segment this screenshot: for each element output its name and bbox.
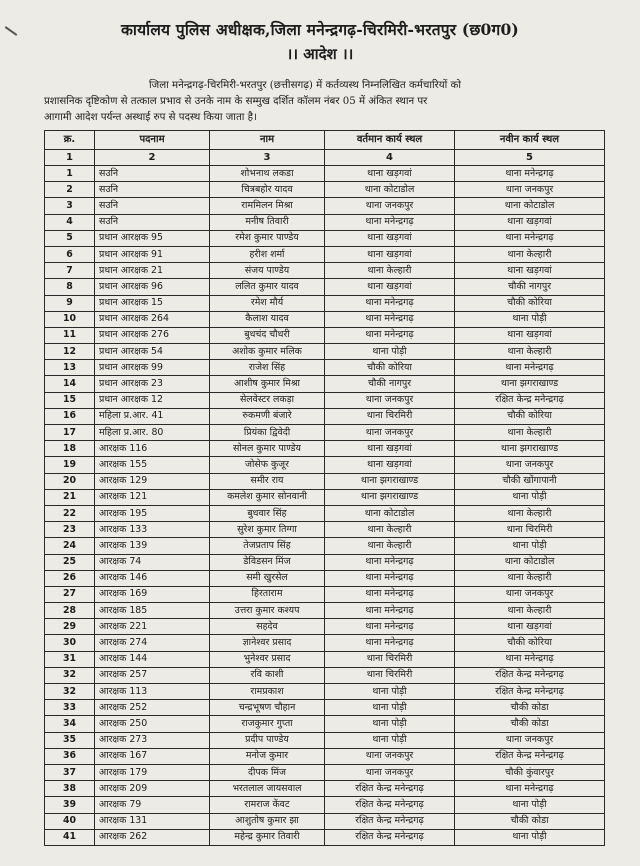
new-posting-cell: थाना खड़गवां [455, 327, 605, 343]
table-row [45, 813, 605, 829]
table-row [45, 376, 605, 392]
name-cell: रमेश कुमार पाण्डेय [210, 230, 325, 246]
designation-cell: प्रधान आरक्षक 276 [95, 327, 210, 343]
name-cell: जोसेफ कुजूर [210, 457, 325, 473]
serial-cell: 19 [45, 457, 95, 473]
table-header-row [45, 131, 605, 150]
name-cell: प्रदीप पाण्डेय [210, 732, 325, 748]
name-cell: रामराज केंवट [210, 797, 325, 813]
table-row [45, 295, 605, 311]
table-row [45, 166, 605, 182]
designation-cell: प्रधान आरक्षक 23 [95, 376, 210, 392]
name-cell: बुधचंद चौधरी [210, 327, 325, 343]
new-posting-cell: थाना पोड़ी [455, 311, 605, 327]
current-posting-cell: रक्षित केन्द्र मनेन्द्रगढ़ [325, 813, 455, 829]
new-posting-cell: थाना खड़गवां [455, 263, 605, 279]
name-cell: सेलवेस्टर लकड़ा [210, 392, 325, 408]
table-row [45, 214, 605, 230]
name-cell: प्रियंका द्विवेदी [210, 425, 325, 441]
table-row [45, 441, 605, 457]
current-posting-cell: थाना खड़गवां [325, 230, 455, 246]
designation-cell: प्रधान आरक्षक 96 [95, 279, 210, 295]
designation-cell: आरक्षक 209 [95, 781, 210, 797]
name-cell: राममिलन मिश्रा [210, 198, 325, 214]
current-posting-cell: चौकी कोरिया [325, 360, 455, 376]
name-cell: ज्ञानेश्वर प्रसाद [210, 635, 325, 651]
order-heading: ।। आदेश ।। [286, 45, 354, 63]
table-row [45, 764, 605, 780]
table-row [45, 327, 605, 343]
table-row [45, 425, 605, 441]
table-row [45, 667, 605, 683]
designation-cell: प्रधान आरक्षक 15 [95, 295, 210, 311]
current-posting-cell: थाना पोड़ी [325, 716, 455, 732]
name-cell: तेजप्रताप सिंह [210, 538, 325, 554]
serial-cell: 9 [45, 295, 95, 311]
serial-cell: 26 [45, 570, 95, 586]
new-posting-cell: चौकी कोडा [455, 813, 605, 829]
header-current-posting: वर्तमान कार्य स्थल [325, 131, 455, 150]
serial-cell: 39 [45, 797, 95, 813]
serial-cell: 28 [45, 603, 95, 619]
header-designation: पदनाम [95, 131, 210, 150]
serial-cell: 31 [45, 651, 95, 667]
serial-cell: 4 [45, 214, 95, 230]
new-posting-cell: रक्षित केन्द्र मनेन्द्रगढ़ [455, 667, 605, 683]
name-cell: चित्रबहोर यादव [210, 182, 325, 198]
designation-cell: आरक्षक 262 [95, 829, 210, 845]
table-row [45, 473, 605, 489]
designation-cell: आरक्षक 169 [95, 586, 210, 602]
name-cell: बुधवार सिंह [210, 505, 325, 521]
column-number: 4 [325, 150, 455, 166]
current-posting-cell: थाना खड़गवां [325, 441, 455, 457]
new-posting-cell: थाना झगराखाण्ड [455, 441, 605, 457]
serial-cell: 14 [45, 376, 95, 392]
serial-cell: 24 [45, 538, 95, 554]
name-cell: चन्द्रभूषण चौहान [210, 700, 325, 716]
new-posting-cell: थाना पोड़ी [455, 538, 605, 554]
current-posting-cell: थाना झगराखाण्ड [325, 489, 455, 505]
name-cell: आशुतोष कुमार झा [210, 813, 325, 829]
table-row [45, 230, 605, 246]
table-row [45, 360, 605, 376]
serial-cell: 29 [45, 619, 95, 635]
table-row [45, 263, 605, 279]
designation-cell: आरक्षक 250 [95, 716, 210, 732]
name-cell: महेन्द्र कुमार तिवारी [210, 829, 325, 845]
current-posting-cell: थाना केल्हारी [325, 538, 455, 554]
designation-cell: आरक्षक 129 [95, 473, 210, 489]
name-cell: शोभनाथ लकडा [210, 166, 325, 182]
new-posting-cell: थाना जनकपुर [455, 732, 605, 748]
designation-cell: आरक्षक 179 [95, 764, 210, 780]
current-posting-cell: थाना खड़गवां [325, 166, 455, 182]
designation-cell: आरक्षक 221 [95, 619, 210, 635]
designation-cell: आरक्षक 167 [95, 748, 210, 764]
name-cell: आशीष कुमार मिश्रा [210, 376, 325, 392]
name-cell: सुरेश कुमार तिग्गा [210, 522, 325, 538]
table-body [45, 166, 605, 846]
serial-cell: 7 [45, 263, 95, 279]
serial-cell: 36 [45, 748, 95, 764]
new-posting-cell: थाना झगराखाण्ड [455, 376, 605, 392]
serial-cell: 25 [45, 554, 95, 570]
table-row [45, 570, 605, 586]
current-posting-cell: थाना मनेन्द्रगढ़ [325, 635, 455, 651]
table-row [45, 684, 605, 700]
new-posting-cell: थाना केल्हारी [455, 246, 605, 262]
new-posting-cell: थाना कोटाडोल [455, 554, 605, 570]
new-posting-cell: थाना पोड़ी [455, 797, 605, 813]
serial-cell: 1 [45, 166, 95, 182]
designation-cell: सउनि [95, 214, 210, 230]
new-posting-cell: चौकी कोडा [455, 716, 605, 732]
name-cell: भरतलाल जायसवाल [210, 781, 325, 797]
name-cell: अशोक कुमार मलिक [210, 344, 325, 360]
new-posting-cell: चौकी कोरिया [455, 408, 605, 424]
serial-cell: 16 [45, 408, 95, 424]
table-row [45, 489, 605, 505]
new-posting-cell: चौकी नागपुर [455, 279, 605, 295]
name-cell: मनोज कुमार [210, 748, 325, 764]
designation-cell: महिला प्र.आर. 41 [95, 408, 210, 424]
name-cell: कमलेश कुमार सोनवानी [210, 489, 325, 505]
name-cell: सहदेव [210, 619, 325, 635]
new-posting-cell: रक्षित केन्द्र मनेन्द्रगढ़ [455, 392, 605, 408]
table-row [45, 619, 605, 635]
serial-cell: 35 [45, 732, 95, 748]
new-posting-cell: थाना केल्हारी [455, 603, 605, 619]
new-posting-cell: थाना चिरमिरी [455, 522, 605, 538]
intro-line-2: प्रशासनिक दृष्टिकोण से तत्काल प्रभाव से उनके नाम के सम्मुख दर्शित कॉलम नंबर 05 में अंकित स्थान पर [44, 96, 428, 107]
table-row [45, 198, 605, 214]
designation-cell: आरक्षक 146 [95, 570, 210, 586]
current-posting-cell: थाना खड़गवां [325, 457, 455, 473]
table-row [45, 797, 605, 813]
table-row [45, 538, 605, 554]
designation-cell: आरक्षक 195 [95, 505, 210, 521]
header-new-posting: नवीन कार्य स्थल [455, 131, 605, 150]
new-posting-cell: रक्षित केन्द्र मनेन्द्रगढ़ [455, 684, 605, 700]
current-posting-cell: थाना केल्हारी [325, 522, 455, 538]
serial-cell: 22 [45, 505, 95, 521]
table-row [45, 700, 605, 716]
table-row [45, 182, 605, 198]
table-row [45, 246, 605, 262]
column-number: 5 [455, 150, 605, 166]
current-posting-cell: थाना चिरमिरी [325, 408, 455, 424]
current-posting-cell: थाना केल्हारी [325, 263, 455, 279]
new-posting-cell: थाना कोटाडोल [455, 198, 605, 214]
designation-cell: सउनि [95, 182, 210, 198]
table-row [45, 603, 605, 619]
table-row [45, 279, 605, 295]
name-cell: भुनेश्वर प्रसाद [210, 651, 325, 667]
current-posting-cell: थाना मनेन्द्रगढ़ [325, 327, 455, 343]
serial-cell: 15 [45, 392, 95, 408]
current-posting-cell: चौकी नागपुर [325, 376, 455, 392]
name-cell: रवि काशी [210, 667, 325, 683]
name-cell: उत्तरा कुमार कश्यप [210, 603, 325, 619]
designation-cell: आरक्षक 144 [95, 651, 210, 667]
current-posting-cell: थाना मनेन्द्रगढ़ [325, 554, 455, 570]
current-posting-cell: थाना चिरमिरी [325, 667, 455, 683]
designation-cell: प्रधान आरक्षक 91 [95, 246, 210, 262]
current-posting-cell: थाना चिरमिरी [325, 651, 455, 667]
serial-cell: 6 [45, 246, 95, 262]
new-posting-cell: थाना जनकपुर [455, 182, 605, 198]
serial-cell: 21 [45, 489, 95, 505]
header-name: नाम [210, 131, 325, 150]
name-cell: रामप्रकाश [210, 684, 325, 700]
serial-cell: 32 [45, 667, 95, 683]
designation-cell: प्रधान आरक्षक 95 [95, 230, 210, 246]
table-row [45, 311, 605, 327]
current-posting-cell: थाना मनेन्द्रगढ़ [325, 214, 455, 230]
designation-cell: आरक्षक 121 [95, 489, 210, 505]
new-posting-cell: थाना केल्हारी [455, 570, 605, 586]
table-row [45, 781, 605, 797]
designation-cell: आरक्षक 79 [95, 797, 210, 813]
column-number: 1 [45, 150, 95, 166]
serial-cell: 30 [45, 635, 95, 651]
serial-cell: 20 [45, 473, 95, 489]
designation-cell: आरक्षक 185 [95, 603, 210, 619]
designation-cell: प्रधान आरक्षक 54 [95, 344, 210, 360]
serial-cell: 18 [45, 441, 95, 457]
new-posting-cell: थाना मनेन्द्रगढ़ [455, 651, 605, 667]
serial-cell: 34 [45, 716, 95, 732]
current-posting-cell: रक्षित केन्द्र मनेन्द्रगढ़ [325, 781, 455, 797]
current-posting-cell: थाना मनेन्द्रगढ़ [325, 619, 455, 635]
serial-cell: 40 [45, 813, 95, 829]
new-posting-cell: थाना केल्हारी [455, 425, 605, 441]
serial-cell: 3 [45, 198, 95, 214]
designation-cell: सउनि [95, 198, 210, 214]
designation-cell: आरक्षक 139 [95, 538, 210, 554]
new-posting-cell: चौकी कोरिया [455, 295, 605, 311]
name-cell: राजेश सिंह [210, 360, 325, 376]
current-posting-cell: थाना पोड़ी [325, 344, 455, 360]
name-cell: समी खुरसेल [210, 570, 325, 586]
name-cell: हिरताराम [210, 586, 325, 602]
designation-cell: प्रधान आरक्षक 12 [95, 392, 210, 408]
serial-cell: 11 [45, 327, 95, 343]
table-row [45, 651, 605, 667]
new-posting-cell: थाना मनेन्द्रगढ़ [455, 230, 605, 246]
column-number-row [45, 150, 605, 166]
new-posting-cell: रक्षित केन्द्र मनेन्द्रगढ़ [455, 748, 605, 764]
current-posting-cell: थाना पोड़ी [325, 732, 455, 748]
current-posting-cell: थाना पोड़ी [325, 700, 455, 716]
current-posting-cell: थाना मनेन्द्रगढ़ [325, 311, 455, 327]
new-posting-cell: थाना मनेन्द्रगढ़ [455, 781, 605, 797]
serial-cell: 38 [45, 781, 95, 797]
current-posting-cell: थाना झगराखाण्ड [325, 473, 455, 489]
designation-cell: आरक्षक 257 [95, 667, 210, 683]
name-cell: राजकुमार गुप्ता [210, 716, 325, 732]
column-number: 2 [95, 150, 210, 166]
name-cell: हरीश शर्मा [210, 246, 325, 262]
designation-cell: आरक्षक 131 [95, 813, 210, 829]
serial-cell: 13 [45, 360, 95, 376]
intro-line-1: जिला मनेन्द्रगढ़-चिरमिरी-भरतपुर (छत्तीसगढ़) में कर्तव्यस्थ निम्नलिखित कर्मचारियों को [149, 80, 462, 91]
current-posting-cell: थाना जनकपुर [325, 748, 455, 764]
designation-cell: आरक्षक 155 [95, 457, 210, 473]
designation-cell: आरक्षक 133 [95, 522, 210, 538]
current-posting-cell: थाना जनकपुर [325, 764, 455, 780]
serial-cell: 2 [45, 182, 95, 198]
current-posting-cell: थाना जनकपुर [325, 425, 455, 441]
designation-cell: आरक्षक 252 [95, 700, 210, 716]
table-row [45, 748, 605, 764]
current-posting-cell: थाना मनेन्द्रगढ़ [325, 603, 455, 619]
new-posting-cell: थाना पोड़ी [455, 829, 605, 845]
current-posting-cell: थाना जनकपुर [325, 198, 455, 214]
table-row [45, 344, 605, 360]
serial-cell: 37 [45, 764, 95, 780]
table-row [45, 586, 605, 602]
designation-cell: प्रधान आरक्षक 99 [95, 360, 210, 376]
serial-cell: 27 [45, 586, 95, 602]
name-cell: रमेश मौर्य [210, 295, 325, 311]
current-posting-cell: थाना जनकपुर [325, 392, 455, 408]
name-cell: समीर राय [210, 473, 325, 489]
serial-cell: 12 [45, 344, 95, 360]
current-posting-cell: थाना पोड़ी [325, 684, 455, 700]
serial-cell: 10 [45, 311, 95, 327]
new-posting-cell: चौकी कोरिया [455, 635, 605, 651]
table-row [45, 635, 605, 651]
current-posting-cell: थाना मनेन्द्रगढ़ [325, 570, 455, 586]
current-posting-cell: रक्षित केन्द्र मनेन्द्रगढ़ [325, 797, 455, 813]
order-intro [44, 78, 604, 126]
serial-cell: 8 [45, 279, 95, 295]
new-posting-cell: थाना जनकपुर [455, 457, 605, 473]
new-posting-cell: थाना खड़गवां [455, 214, 605, 230]
new-posting-cell: थाना मनेन्द्रगढ़ [455, 166, 605, 182]
designation-cell: सउनि [95, 166, 210, 182]
table-row [45, 522, 605, 538]
serial-cell: 17 [45, 425, 95, 441]
designation-cell: आरक्षक 273 [95, 732, 210, 748]
new-posting-cell: थाना पोड़ी [455, 489, 605, 505]
new-posting-cell: थाना केल्हारी [455, 505, 605, 521]
table-row [45, 505, 605, 521]
designation-cell: आरक्षक 274 [95, 635, 210, 651]
designation-cell: प्रधान आरक्षक 21 [95, 263, 210, 279]
table-row [45, 392, 605, 408]
name-cell: मनीष तिवारी [210, 214, 325, 230]
current-posting-cell: थाना खड़गवां [325, 246, 455, 262]
name-cell: संजय पाण्डेय [210, 263, 325, 279]
name-cell: डेविडसन मिंज [210, 554, 325, 570]
serial-cell: 41 [45, 829, 95, 845]
column-number: 3 [210, 150, 325, 166]
new-posting-cell: थाना केल्हारी [455, 344, 605, 360]
designation-cell: प्रधान आरक्षक 264 [95, 311, 210, 327]
designation-cell: आरक्षक 116 [95, 441, 210, 457]
current-posting-cell: थाना खड़गवां [325, 279, 455, 295]
table-row [45, 716, 605, 732]
current-posting-cell: थाना कोटाडोल [325, 182, 455, 198]
name-cell: ललित कुमार यादव [210, 279, 325, 295]
serial-cell: 23 [45, 522, 95, 538]
table-row [45, 554, 605, 570]
new-posting-cell: थाना जनकपुर [455, 586, 605, 602]
name-cell: सोनल कुमार पाण्डेय [210, 441, 325, 457]
designation-cell: महिला प्र.आर. 80 [95, 425, 210, 441]
new-posting-cell: चौकी कुंवारपुर [455, 764, 605, 780]
transfer-table [44, 130, 605, 846]
current-posting-cell: रक्षित केन्द्र मनेन्द्रगढ़ [325, 829, 455, 845]
office-title: कार्यालय पुलिस अधीक्षक,जिला मनेन्द्रगढ़-चिरमिरी-भरतपुर (छ0ग0) [121, 20, 519, 39]
designation-cell: आरक्षक 113 [95, 684, 210, 700]
current-posting-cell: थाना मनेन्द्रगढ़ [325, 586, 455, 602]
name-cell: रुकमणी बंजारे [210, 408, 325, 424]
serial-cell: 32 [45, 684, 95, 700]
name-cell: दीपक मिंज [210, 764, 325, 780]
name-cell: कैलाश यादव [210, 311, 325, 327]
header-serial: क्र. [45, 131, 95, 150]
serial-cell: 33 [45, 700, 95, 716]
current-posting-cell: थाना कोटाडोल [325, 505, 455, 521]
designation-cell: आरक्षक 74 [95, 554, 210, 570]
table-row [45, 829, 605, 845]
new-posting-cell: चौकी खोंगापानी [455, 473, 605, 489]
current-posting-cell: थाना मनेन्द्रगढ़ [325, 295, 455, 311]
table-row [45, 457, 605, 473]
intro-line-3: आगामी आदेश पर्यन्त अस्थाई रुप से पदस्थ किया जाता है। [44, 112, 257, 123]
new-posting-cell: थाना खड़गवां [455, 619, 605, 635]
new-posting-cell: थाना मनेन्द्रगढ़ [455, 360, 605, 376]
serial-cell: 5 [45, 230, 95, 246]
table-row [45, 732, 605, 748]
table-row [45, 408, 605, 424]
new-posting-cell: चौकी कोडा [455, 700, 605, 716]
